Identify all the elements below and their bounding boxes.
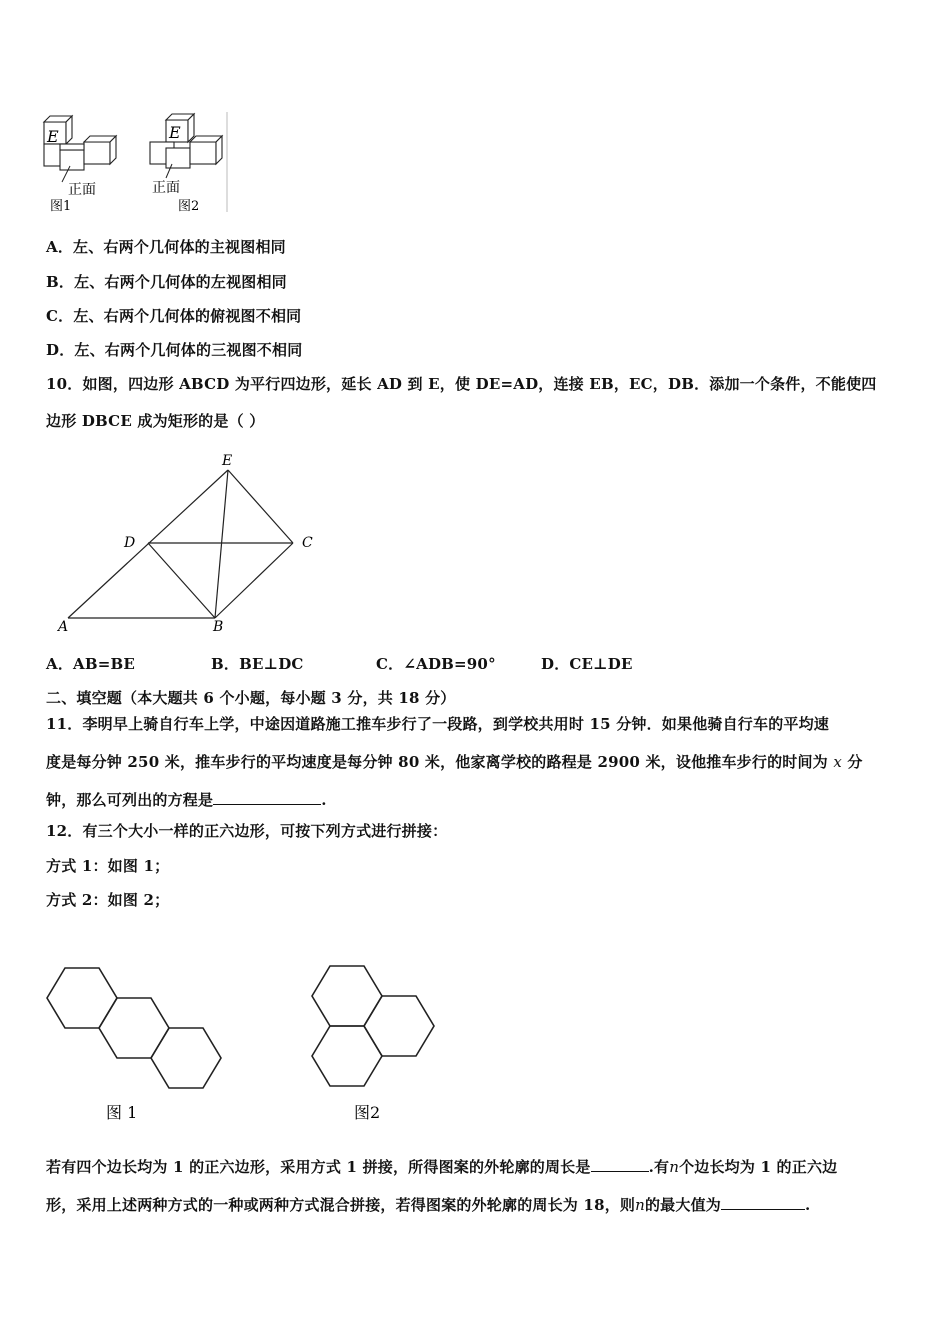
q10-option-c: C．∠ADB=90°: [376, 655, 496, 673]
parallelogram-figure: [50, 448, 330, 638]
q12-way-1: 方式 1：如图 1；: [46, 857, 170, 875]
q12-tail-line-2: [46, 1194, 810, 1215]
q12-tail-2-max: 的最大值为: [644, 1196, 721, 1214]
q12-answer-blank-1[interactable]: [591, 1157, 649, 1172]
q11-line-3: [46, 789, 327, 810]
q12-tail-2-end: .: [805, 1196, 811, 1214]
q12-tail-1-has: .有: [648, 1158, 670, 1176]
variable-n: n: [669, 1158, 680, 1176]
hexagon-1b: [99, 998, 169, 1058]
q12-tail-1-text: 若有四个边长均为 1 的正六边形，采用方式 1 拼接，所得图案的外轮廓的周长是: [46, 1158, 591, 1176]
hexagon-1c: [151, 1028, 221, 1088]
q11-line-3-end: .: [321, 791, 327, 809]
cube-fig2-caption: 图2: [178, 199, 200, 214]
cube-figure: [38, 112, 230, 214]
front-label-2: 正面: [152, 180, 180, 196]
q12-tail-1-rest: 个边长均为 1 的正六边: [679, 1158, 838, 1176]
q10-option-d: D．CE⊥DE: [541, 655, 633, 673]
parallelogram-svg: [50, 448, 330, 638]
point-e: E: [222, 453, 233, 469]
q9-option-a: A．左、右两个几何体的主视图相同: [46, 238, 286, 256]
q12-tail-line-1: [46, 1156, 837, 1177]
q10-line-2: 边形 DBCE 成为矩形的是（ ）: [46, 412, 265, 430]
q12-line-1: 12．有三个大小一样的正六边形，可按下列方式进行拼接：: [46, 822, 448, 840]
q10-option-a: A．AB=BE: [46, 655, 136, 673]
q11-line-1: 11．李明早上骑自行车上学，中途因道路施工推车步行了一段路，到学校共用时 15 分钟．如果他骑自行车的平均速: [46, 715, 829, 733]
variable-x: x: [833, 753, 842, 771]
q9-option-b: B．左、右两个几何体的左视图相同: [46, 273, 287, 291]
q10-line-1: 10．如图，四边形 ABCD 为平行四边形，延长 AD 到 E，使 DE=AD，连接 EB，EC，DB．添加一个条件，不能使四: [46, 375, 877, 393]
segment-db: [148, 543, 215, 618]
segment-ae: [68, 470, 228, 618]
q9-option-c: C．左、右两个几何体的俯视图不相同: [46, 307, 302, 325]
segment-eb: [215, 470, 228, 618]
cube-label-e-2: E: [169, 123, 181, 142]
point-d: D: [124, 535, 136, 551]
q11-line-2-text: 度是每分钟 250 米，推车步行的平均速度是每分钟 80 米，他家离学校的路程是 2900 米，设他推车步行的时间为: [46, 753, 828, 771]
q11-line-2: [46, 751, 863, 772]
point-c: C: [302, 535, 313, 551]
point-b: B: [213, 619, 224, 635]
q11-line-3-text: 钟，那么可列出的方程是: [46, 791, 214, 809]
hexagon-2b: [364, 996, 434, 1056]
hexagon-fig1-caption: 图 1: [106, 1103, 138, 1122]
front-label-1: 正面: [68, 182, 96, 198]
q11-answer-blank[interactable]: [213, 790, 321, 805]
hexagon-1a: [47, 968, 117, 1028]
segment-ec: [228, 470, 293, 543]
hexagon-svg: [40, 958, 460, 1128]
q12-answer-blank-2[interactable]: [721, 1195, 805, 1210]
q11-line-2-unit: 分: [847, 753, 863, 771]
q10-option-b: B．BE⊥DC: [211, 655, 304, 673]
q9-option-d: D．左、右两个几何体的三视图不相同: [46, 341, 303, 359]
hexagon-fig2-caption: 图2: [354, 1103, 381, 1122]
cube-fig1-caption: 图1: [50, 199, 72, 214]
variable-n-2: n: [635, 1196, 645, 1214]
segment-bc: [215, 543, 293, 618]
section-2-heading: 二、填空题（本大题共 6 个小题，每小题 3 分，共 18 分）: [46, 689, 456, 707]
hexagon-figure: [40, 958, 460, 1128]
point-a: A: [58, 619, 69, 635]
cube-label-e-1: E: [47, 127, 59, 146]
cube-figure-svg: [38, 112, 230, 214]
hexagon-2c: [312, 1026, 382, 1086]
q12-tail-2-text: 形，采用上述两种方式的一种或两种方式混合拼接，若得图案的外轮廓的周长为 18，则: [46, 1196, 636, 1214]
hexagon-2a: [312, 966, 382, 1026]
q12-way-2: 方式 2：如图 2；: [46, 891, 170, 909]
